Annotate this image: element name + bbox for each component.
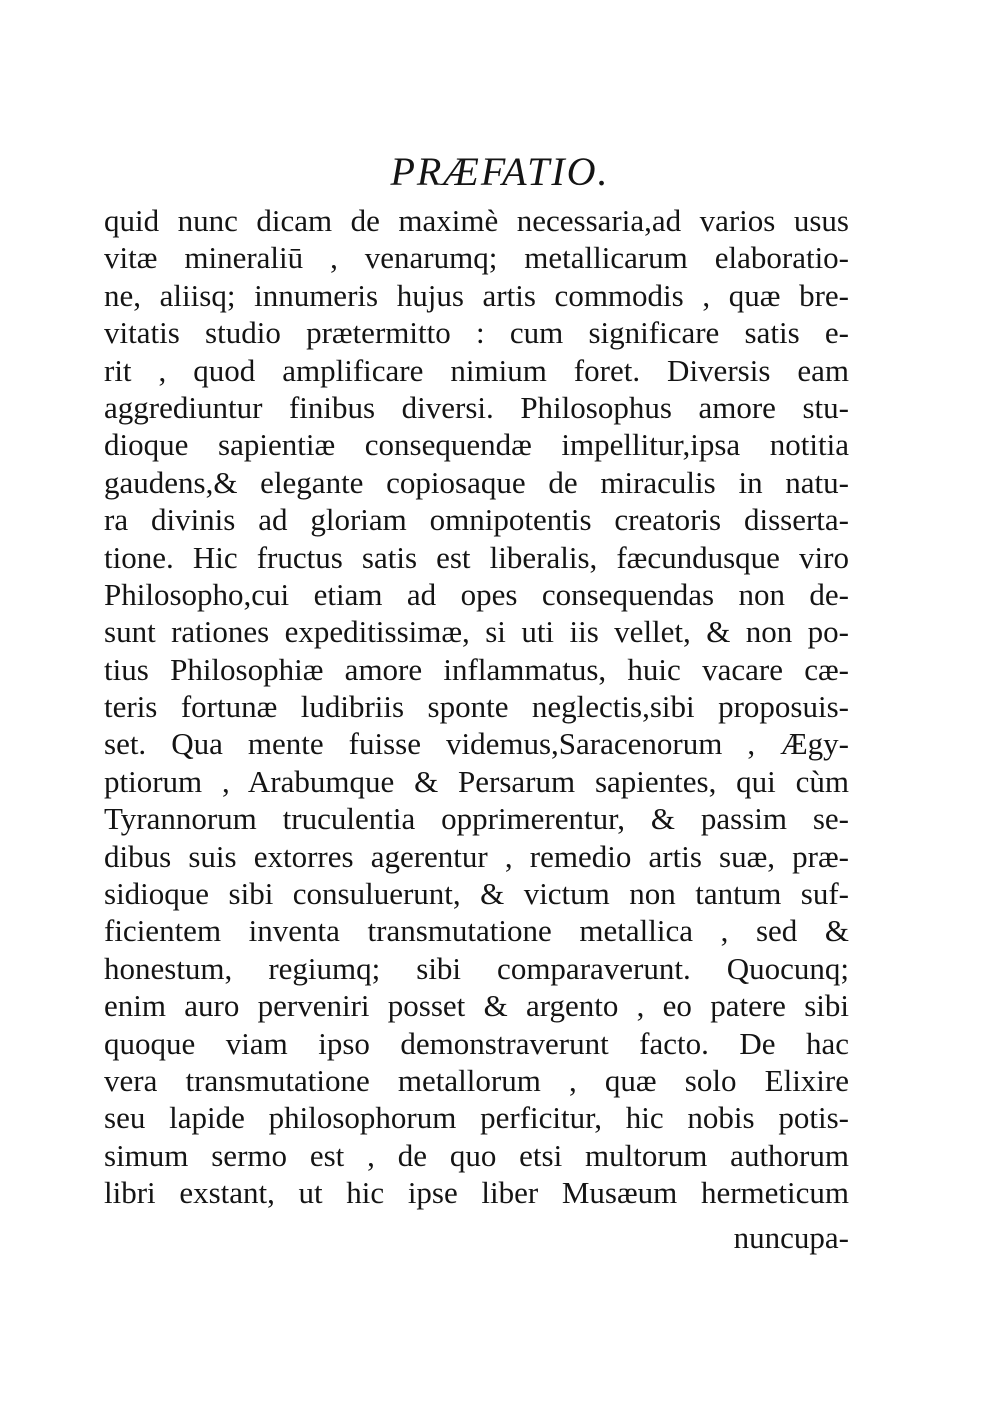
text-line: simum sermo est , de quo etsi multorum authorum	[104, 1137, 849, 1173]
catchword: nuncupa-	[733, 1220, 849, 1255]
text-line: ficientem inventa transmutatione metallica , sed &	[104, 913, 849, 949]
text-line: Philosopho,cui etiam ad opes consequendas non de-	[104, 576, 849, 612]
running-head: PRÆFATIO.	[390, 149, 610, 194]
text-line: honestum, regiumq; sibi comparaverunt. Quocunq;	[104, 950, 849, 986]
text-line: vitatis studio prætermitto : cum significare satis e-	[104, 315, 849, 351]
text-line: ra divinis ad gloriam omnipotentis creatoris disserta-	[104, 502, 849, 538]
text-line: dibus suis extorres agerentur , remedio artis suæ, præ-	[104, 838, 849, 874]
text-line: sunt rationes expeditissimæ, si uti iis vellet, & non po-	[104, 614, 849, 650]
text-line: sidioque sibi consuluerunt, & victum non tantum suf-	[104, 876, 849, 912]
text-line: rit , quod amplificare nimium foret. Diversis eam	[104, 352, 849, 388]
body-text	[104, 202, 849, 1212]
text-line: aggrediuntur finibus diversi. Philosophus amore stu-	[104, 389, 849, 425]
text-line: tione. Hic fructus satis est liberalis, fæcundusque viro	[104, 539, 849, 575]
text-line: vera transmutatione metallorum , quæ solo Elixire	[104, 1062, 849, 1098]
text-line: gaudens,& elegante copiosaque de miraculis in natu-	[104, 464, 849, 500]
text-line: quid nunc dicam de maximè necessaria,ad varios usus	[104, 203, 849, 238]
text-line: tius Philosophiæ amore inflammatus, huic vacare cæ-	[104, 651, 849, 687]
text-line: enim auro perveniri posset & argento , eo patere sibi	[104, 988, 849, 1024]
text-line: Tyrannorum truculentia opprimerentur, & passim se-	[104, 801, 849, 837]
text-line: vitæ mineraliū , venarumq; metallicarum elaboratio-	[104, 240, 849, 276]
text-line: dioque sapientiæ consequendæ impellitur,ipsa notitia	[104, 427, 849, 463]
text-line: ne, aliisq; innumeris hujus artis commodis , quæ bre-	[104, 277, 849, 313]
text-line: libri exstant, ut hic ipse liber Musæum hermeticum	[104, 1175, 849, 1211]
text-line: teris fortunæ ludibriis sponte neglectis,sibi proposuis-	[104, 689, 849, 725]
text-line: seu lapide philosophorum perficitur, hic nobis potis-	[104, 1100, 849, 1136]
text-line: ptiorum , Arabumque & Persarum sapientes, qui cùm	[104, 763, 849, 799]
text-line: set. Qua mente fuisse videmus,Saracenorum , Ægy-	[104, 726, 849, 762]
text-line: quoque viam ipso demonstraverunt facto. De hac	[104, 1025, 849, 1061]
